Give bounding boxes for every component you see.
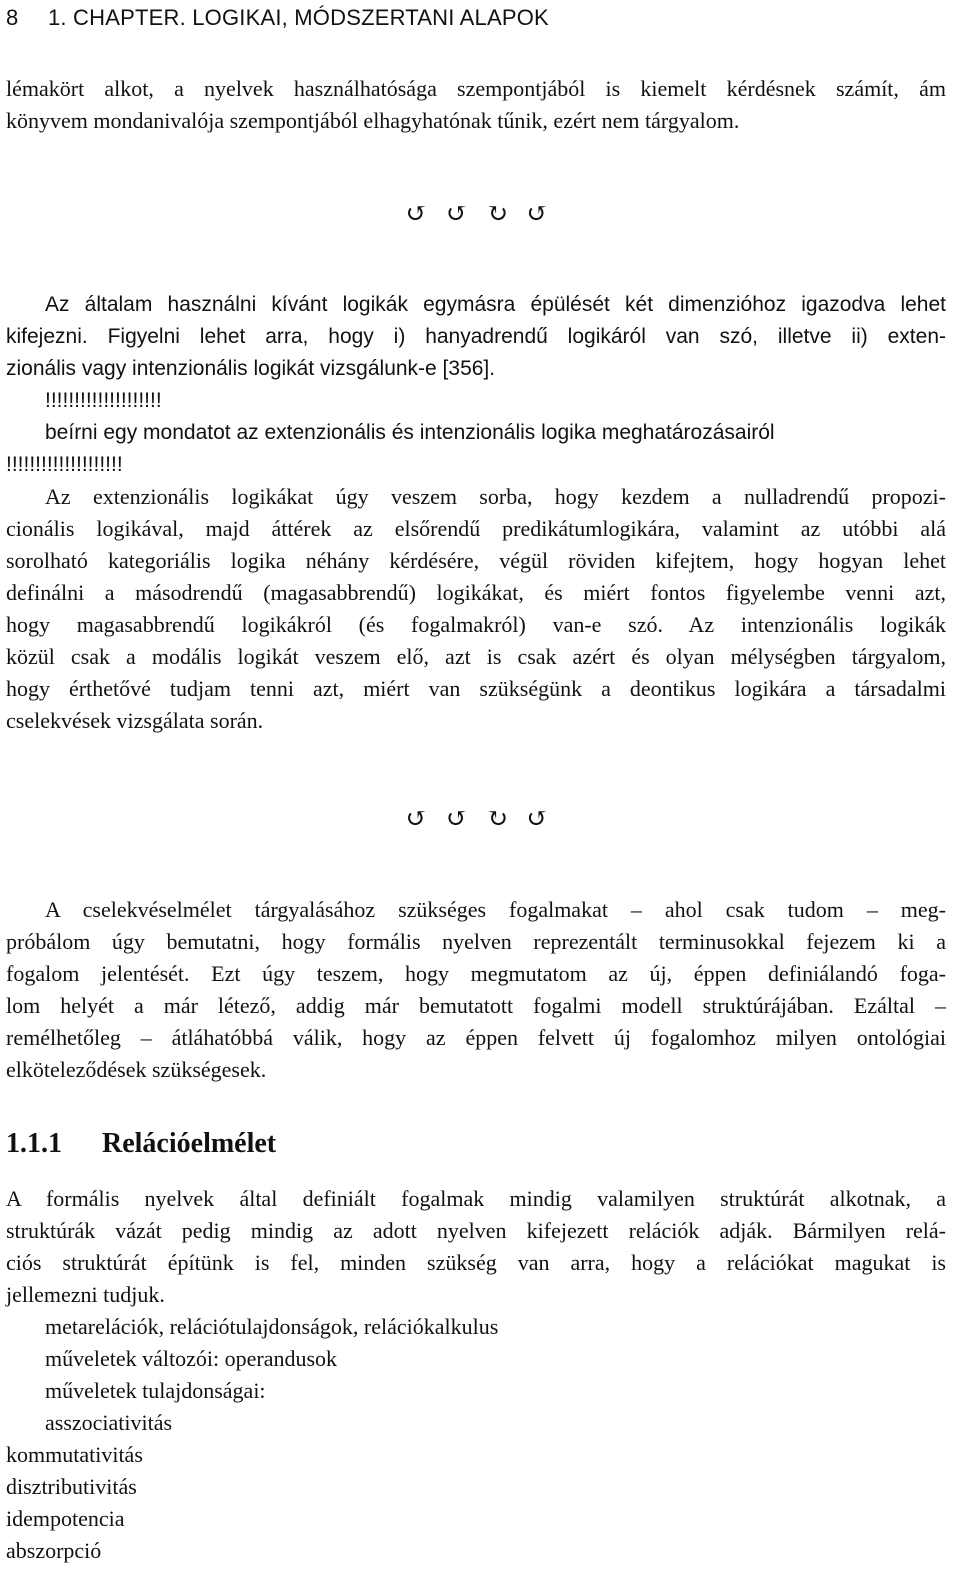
list-item: műveletek változói: operandusok [45, 1346, 338, 1371]
paragraph-line: kifejezni. Figyelni lehet arra, hogy i) hanyadrendű logikáról van szó, illetve ii) exten- [6, 325, 946, 348]
list-item: idempotencia [6, 1506, 125, 1531]
paragraph-line: A cselekvéselmélet tárgyalásához szükséges fogalmakat – ahol csak tudom – meg- [45, 897, 946, 922]
section-title: Relációelmélet [102, 1128, 277, 1159]
paragraph-line: hogy érthetővé tudjam tenni azt, miért van szükségünk a deontikus logikára a társadalmi [6, 676, 946, 701]
paragraph-line: remélhetőleg – átláhatóbbá válik, hogy az éppen felvett új fogalomhoz milyen ontológiai [6, 1025, 946, 1050]
list-item: asszociativitás [45, 1410, 173, 1435]
paragraph-line: hogy magasabbrendű logikákról (és fogalmakról) van-e szó. Az intenzionális logikák [6, 612, 946, 637]
running-header-chapter-title: 1. CHAPTER. LOGIKAI, MÓDSZERTANI ALAPOK [48, 5, 549, 30]
note-marker-open: !!!!!!!!!!!!!!!!!!!! [45, 389, 162, 412]
paragraph-line: sorolható kategoriális logika néhány kérdésére, végül röviden kifejtem, hogy hogyan lehet [6, 548, 946, 573]
paragraph-line: Az általam használni kívánt logikák egymásra épülését két dimenzióhoz igazodva lehet [45, 293, 946, 316]
paragraph-line: struktúrák vázát pedig mindig az adott nyelven kifejezett relációk adják. Bármilyen relá- [6, 1218, 946, 1243]
paragraph-line: elköteleződések szükségesek. [6, 1057, 267, 1082]
paragraph-line: jellemezni tudjuk. [6, 1282, 165, 1307]
list-item: disztributivitás [6, 1474, 137, 1499]
note-text: beírni egy mondatot az extenzionális és intenzionális logika meghatározásairól [45, 421, 775, 444]
section-separator-ornament: ↺ ↺ ↻ ↺ [405, 199, 555, 228]
paragraph-line: zionális vagy intenzionális logikát vizsgálunk-e [356]. [6, 357, 496, 380]
list-item: metarelációk, relációtulajdonságok, relációkalkulus [45, 1314, 499, 1339]
list-item: kommutativitás [6, 1442, 143, 1467]
paragraph-line: lémakört alkot, a nyelvek használhatósága szempontjából is kiemelt kérdésnek számít, ám [6, 76, 946, 101]
list-item: abszorpció [6, 1538, 102, 1563]
paragraph-line: lom helyét a már létező, addig már bemutatott fogalmi modell struktúrájában. Ezáltal – [6, 993, 946, 1018]
paragraph-line: cselekvések vizsgálata során. [6, 708, 264, 733]
paragraph-line: A formális nyelvek által definiált fogalmak mindig valamilyen struktúrát alkotnak, a [6, 1186, 946, 1211]
paragraph-line: közül csak a modális logikát veszem elő, azt is csak azért és olyan mélységben tárgyalom, [6, 644, 946, 669]
paragraph-line: definálni a másodrendű (magasabbrendű) logikákat, és miért fontos figyelembe venni azt, [6, 580, 946, 605]
note-marker-close: !!!!!!!!!!!!!!!!!!!! [6, 453, 123, 476]
paragraph-line: Az extenzionális logikákat úgy veszem sorba, hogy kezdem a nulladrendű propozi- [45, 484, 946, 509]
paragraph-line: fogalom jelentését. Ezt úgy teszem, hogy megmutatom az új, éppen definiálandó foga- [6, 961, 946, 986]
paragraph-line: próbálom úgy bemutatni, hogy formális nyelven reprezentált terminusokkal fejezem ki a [6, 929, 946, 954]
paragraph-line: könyvem mondanivalója szempontjából elhagyhatónak tűnik, ezért nem tárgyalom. [6, 108, 740, 133]
page-number: 8 [6, 5, 19, 30]
paragraph-line: cionális logikával, majd áttérek az elsőrendű predikátumlogikára, valamint az utóbbi alá [6, 516, 946, 541]
section-number: 1.1.1 [6, 1128, 62, 1159]
paragraph-line: ciós struktúrát építünk is fel, minden szükség van arra, hogy a relációkat magukat is [6, 1250, 946, 1275]
section-separator-ornament: ↺ ↺ ↻ ↺ [405, 804, 555, 833]
list-item: műveletek tulajdonságai: [45, 1378, 266, 1403]
section-heading [6, 1126, 276, 1162]
